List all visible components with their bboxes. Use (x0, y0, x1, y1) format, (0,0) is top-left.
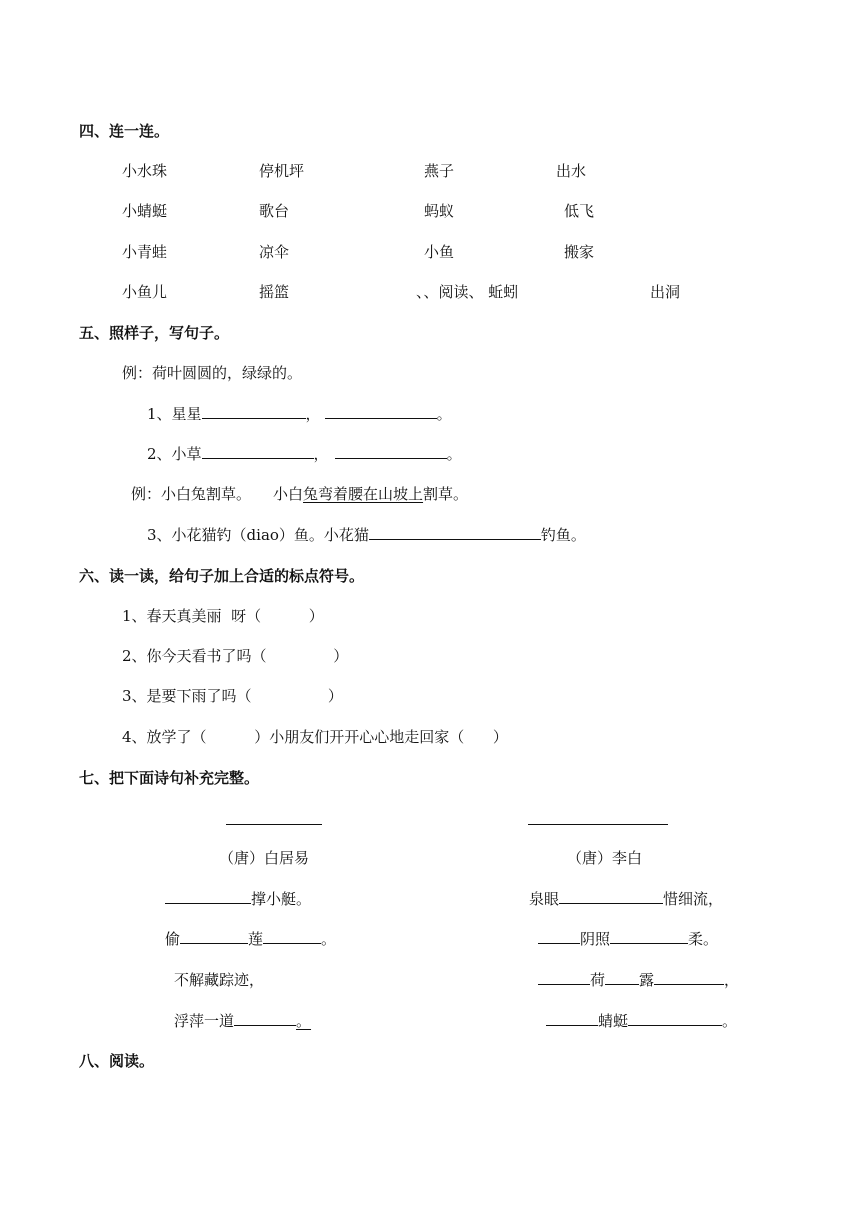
match-col1-item: 小水珠 (122, 162, 168, 180)
example-sentence-2 (131, 484, 468, 504)
match-col4-item: 出洞 (650, 283, 681, 301)
match-col3-item: 、、阅读、 蚯蚓 (416, 283, 519, 301)
match-col4-item: 低飞 (564, 202, 595, 220)
poem-text: 。 (722, 1012, 738, 1030)
question-text: 3、小花猫钓（diao）鱼。小花猫 (147, 526, 369, 544)
answer-blank[interactable] (628, 1011, 722, 1026)
period: 。 (436, 405, 452, 423)
match-col2-item: 摇篮 (259, 283, 290, 301)
right-poem-line-4 (546, 1011, 737, 1031)
left-poem-line-2 (165, 929, 336, 949)
answer-blank[interactable] (234, 1011, 296, 1026)
punctuation-question-4: 4、放学了（ ）小朋友们开开心心地走回家（ ） (122, 728, 508, 746)
poem-text: 。 (321, 930, 337, 948)
answer-blank[interactable] (325, 404, 437, 419)
poem-text: 蜻蜓 (598, 1012, 629, 1030)
match-col4-item: 搬家 (564, 243, 595, 261)
match-col1-item: 小鱼儿 (122, 283, 168, 301)
left-poem-author: （唐）白居易 (219, 849, 310, 867)
match-col2-item: 凉伞 (259, 243, 290, 261)
match-col1-item: 小青蛙 (122, 243, 168, 261)
section-7-heading: 七、把下面诗句补充完整。 (79, 769, 260, 787)
poem-text: 莲 (248, 930, 264, 948)
left-poem-title-blank[interactable] (226, 824, 322, 825)
section-4-heading: 四、连一连。 (79, 122, 170, 140)
answer-blank[interactable] (538, 970, 590, 985)
poem-text: 荷 (590, 971, 606, 989)
match-col1-item: 小蜻蜓 (122, 202, 168, 220)
answer-blank[interactable] (546, 1011, 598, 1026)
comma: ， (305, 405, 321, 423)
poem-text: 阴照 (580, 930, 611, 948)
section-8-heading: 八、阅读。 (79, 1052, 155, 1070)
answer-blank[interactable] (263, 929, 321, 944)
poem-text: 惜细流， (663, 890, 724, 908)
match-col4-item: 出水 (556, 162, 587, 180)
poem-text: 撑小艇。 (251, 890, 312, 908)
answer-blank[interactable] (538, 929, 580, 944)
poem-text: 柔。 (688, 930, 719, 948)
sentence-question-1 (147, 404, 452, 424)
match-col2-item: 停机坪 (259, 162, 305, 180)
period: 。 (446, 445, 462, 463)
poem-text: 泉眼 (529, 890, 560, 908)
poem-text: 。 (296, 1012, 312, 1030)
comma: ， (313, 445, 329, 463)
right-poem-title-blank[interactable] (528, 824, 668, 825)
answer-blank[interactable] (202, 444, 314, 459)
answer-blank[interactable] (610, 929, 688, 944)
answer-blank[interactable] (605, 970, 639, 985)
right-poem-line-2 (538, 929, 718, 949)
right-poem-line-1 (529, 889, 723, 909)
section-5-heading: 五、照样子，写句子。 (79, 324, 230, 342)
right-poem-author: （唐）李白 (567, 849, 643, 867)
match-col3-item: 蚂蚁 (424, 202, 455, 220)
example-underlined-part: 兔弯着腰在山坡上 (303, 485, 424, 503)
question-text: 1、星星 (147, 405, 202, 423)
match-col3-item: 小鱼 (424, 243, 455, 261)
poem-text: ， (724, 971, 740, 989)
answer-blank[interactable] (202, 404, 306, 419)
section-6-heading: 六、读一读，给句子加上合适的标点符号。 (79, 567, 365, 585)
poem-text: 偷 (165, 930, 181, 948)
punctuation-question-1: 1、春天真美丽 呀（ ） (122, 607, 324, 625)
punctuation-question-3: 3、是要下雨了吗（ ） (122, 687, 343, 705)
punctuation-question-2: 2、你今天看书了吗（ ） (122, 647, 349, 665)
sentence-question-3 (147, 525, 586, 545)
right-poem-line-3 (538, 970, 739, 990)
answer-blank[interactable] (369, 525, 541, 540)
answer-blank[interactable] (654, 970, 724, 985)
answer-blank[interactable] (165, 889, 251, 904)
sentence-question-2 (147, 444, 462, 464)
example-sentence-1: 例：荷叶圆圆的，绿绿的。 (122, 364, 303, 382)
example-expanded-end: 割草。 (423, 485, 469, 503)
answer-blank[interactable] (180, 929, 248, 944)
left-poem-line-1 (165, 889, 311, 909)
question-end: 钓鱼。 (540, 526, 586, 544)
left-poem-line-4 (174, 1011, 311, 1031)
example-expanded-start: 小白 (273, 485, 304, 503)
poem-text: 露 (639, 971, 655, 989)
match-col2-item: 歌台 (259, 202, 290, 220)
poem-text: 浮萍一道 (174, 1012, 235, 1030)
question-text: 2、小草 (147, 445, 202, 463)
example-plain: 例：小白兔割草。 (131, 485, 252, 503)
answer-blank[interactable] (335, 444, 447, 459)
match-col3-item: 燕子 (424, 162, 455, 180)
left-poem-line-3: 不解藏踪迹， (174, 971, 265, 989)
answer-blank[interactable] (559, 889, 663, 904)
